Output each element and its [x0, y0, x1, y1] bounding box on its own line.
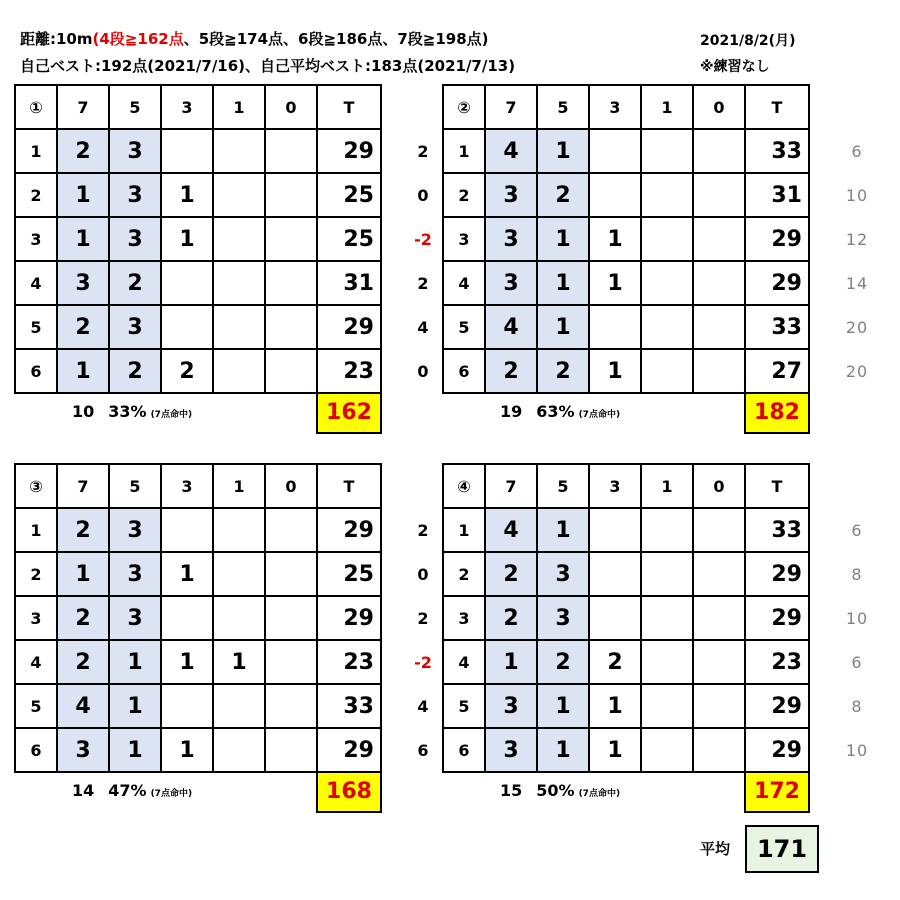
average-score-box: 171: [745, 825, 819, 873]
end-number: 4: [443, 261, 485, 305]
seven-hit-percent: 33%: [108, 402, 147, 421]
end-row: [15, 349, 381, 393]
end-row: [15, 129, 381, 173]
hit-count-cell: [213, 552, 265, 596]
end-number: 5: [443, 305, 485, 349]
column-header: 1: [213, 464, 265, 508]
hit-count-cell: 2: [161, 349, 213, 393]
column-header: 0: [265, 85, 317, 129]
hit-count-cell: 3: [109, 552, 161, 596]
end-row: [443, 684, 809, 728]
hit-count-cell: [213, 129, 265, 173]
hit-count-cell: 2: [537, 640, 589, 684]
rank-4dan-threshold: (4段≧162点: [92, 30, 184, 48]
seven-hit-percent: 47%: [108, 781, 147, 800]
end-total: 29: [317, 596, 381, 640]
hit-count-cell: [589, 552, 641, 596]
seven-hit-count: 15: [500, 781, 523, 800]
hit-count-cell: [641, 305, 693, 349]
end-row: [443, 640, 809, 684]
seven-hit-stats: [500, 781, 620, 800]
end-total: 29: [745, 596, 809, 640]
end-total: 25: [317, 552, 381, 596]
hit-count-cell: [265, 552, 317, 596]
end-number: 5: [15, 305, 57, 349]
end-number: 5: [15, 684, 57, 728]
hit-count-cell: 2: [589, 640, 641, 684]
hit-count-cell: [641, 596, 693, 640]
end-row: [15, 596, 381, 640]
hit-count-cell: 1: [537, 728, 589, 772]
column-header: 3: [589, 85, 641, 129]
hit-count-cell: [589, 305, 641, 349]
cumulative-value: 12: [845, 230, 869, 249]
cumulative-value: 6: [851, 142, 863, 161]
hit-count-cell: [693, 684, 745, 728]
end-number: 6: [15, 349, 57, 393]
hit-count-cell: 1: [161, 640, 213, 684]
end-total: 23: [745, 640, 809, 684]
end-total: 25: [317, 217, 381, 261]
hit-count-cell: [641, 728, 693, 772]
end-row: [15, 173, 381, 217]
score-diff: -2: [414, 230, 432, 249]
hit-count-cell: 1: [589, 728, 641, 772]
end-number: 5: [443, 684, 485, 728]
score-table-3: [14, 463, 382, 773]
end-total: 29: [317, 508, 381, 552]
hit-count-cell: 3: [109, 305, 161, 349]
hit-count-cell: [641, 261, 693, 305]
seven-hit-stats: [500, 402, 620, 421]
cumulative-value: 8: [851, 697, 863, 716]
hit-count-cell: [641, 217, 693, 261]
hit-count-cell: 1: [57, 349, 109, 393]
hit-count-cell: 2: [57, 508, 109, 552]
hit-count-cell: 4: [485, 305, 537, 349]
hit-count-cell: [589, 596, 641, 640]
score-diff: 4: [417, 697, 429, 716]
end-row: [443, 173, 809, 217]
end-total: 29: [317, 728, 381, 772]
score-diff: 2: [417, 274, 429, 293]
sheet-label: ④: [443, 464, 485, 508]
hit-count-cell: [265, 305, 317, 349]
hit-count-cell: [213, 596, 265, 640]
seven-hit-stats: [72, 402, 192, 421]
end-total: 29: [745, 684, 809, 728]
end-total: 29: [317, 129, 381, 173]
end-total: 33: [745, 508, 809, 552]
sheet-total-box: 162: [316, 392, 382, 434]
rank-thresholds: 、5段≧174点、6段≧186点、7段≧198点): [183, 30, 489, 48]
hit-count-cell: [693, 217, 745, 261]
end-row: [443, 728, 809, 772]
cumulative-value: 6: [851, 653, 863, 672]
end-number: 1: [443, 508, 485, 552]
column-header: 0: [265, 464, 317, 508]
score-diff: -2: [414, 653, 432, 672]
hit-count-cell: 1: [589, 349, 641, 393]
end-total: 29: [317, 305, 381, 349]
seven-hit-count: 10: [72, 402, 95, 421]
end-row: [15, 305, 381, 349]
personal-best-line: 自己ベスト:192点(2021/7/16)、自己平均ベスト:183点(2021/7/13): [20, 57, 516, 75]
hit-count-cell: [265, 728, 317, 772]
end-total: 27: [745, 349, 809, 393]
column-header: 7: [57, 85, 109, 129]
score-table-4: [442, 463, 810, 773]
score-diff: 4: [417, 318, 429, 337]
end-number: 2: [15, 552, 57, 596]
hit-count-cell: 3: [485, 173, 537, 217]
end-total: 29: [745, 552, 809, 596]
hit-count-cell: 1: [537, 261, 589, 305]
hit-count-cell: 2: [485, 552, 537, 596]
hit-count-cell: [213, 305, 265, 349]
score-diff: 0: [417, 362, 429, 381]
cumulative-value: 10: [845, 609, 869, 628]
column-header: 1: [213, 85, 265, 129]
hit-count-cell: 4: [485, 129, 537, 173]
score-diff: 2: [417, 521, 429, 540]
hit-count-cell: [213, 684, 265, 728]
hit-count-cell: 2: [57, 305, 109, 349]
hit-count-cell: [589, 173, 641, 217]
end-row: [15, 552, 381, 596]
end-number: 1: [15, 508, 57, 552]
hit-count-cell: 1: [109, 684, 161, 728]
hit-count-cell: [265, 261, 317, 305]
end-total: 31: [317, 261, 381, 305]
column-header: 3: [161, 85, 213, 129]
end-row: [15, 684, 381, 728]
hit-count-cell: 2: [57, 640, 109, 684]
average-label: 平均: [700, 840, 731, 858]
end-number: 2: [443, 552, 485, 596]
hit-count-cell: [693, 261, 745, 305]
column-header: 7: [485, 85, 537, 129]
seven-hit-stats: [72, 781, 192, 800]
seven-hit-percent: 50%: [536, 781, 575, 800]
distance-label: 距離:10m: [20, 30, 93, 48]
hit-count-cell: 1: [485, 640, 537, 684]
hit-count-cell: [265, 684, 317, 728]
hit-count-cell: 3: [109, 508, 161, 552]
end-row: [443, 217, 809, 261]
cumulative-value: 20: [845, 362, 869, 381]
hit-count-cell: [693, 728, 745, 772]
end-total: 23: [317, 349, 381, 393]
end-number: 4: [15, 640, 57, 684]
end-number: 6: [443, 728, 485, 772]
hit-count-cell: [161, 305, 213, 349]
hit-count-cell: 3: [57, 261, 109, 305]
hit-count-cell: [641, 349, 693, 393]
seven-hit-note: (7点命中): [150, 789, 193, 799]
end-number: 6: [443, 349, 485, 393]
hit-count-cell: 2: [109, 261, 161, 305]
sheet-label: ①: [15, 85, 57, 129]
cumulative-value: 20: [845, 318, 869, 337]
column-header: T: [317, 85, 381, 129]
score-table-1: [14, 84, 382, 394]
hit-count-cell: [693, 552, 745, 596]
sheet-total-box: 182: [744, 392, 810, 434]
hit-count-cell: [265, 508, 317, 552]
hit-count-cell: 3: [57, 728, 109, 772]
column-header: 7: [485, 464, 537, 508]
seven-hit-percent: 63%: [536, 402, 575, 421]
hit-count-cell: 1: [537, 684, 589, 728]
seven-hit-note: (7点命中): [578, 410, 621, 420]
end-row: [443, 552, 809, 596]
hit-count-cell: 1: [537, 217, 589, 261]
practice-note: ※練習なし: [700, 59, 770, 75]
score-diff: 2: [417, 609, 429, 628]
distance-rank-line: [20, 28, 489, 49]
end-row: [443, 129, 809, 173]
end-total: 23: [317, 640, 381, 684]
cumulative-value: 14: [845, 274, 869, 293]
seven-hit-note: (7点命中): [150, 410, 193, 420]
column-header: T: [745, 464, 809, 508]
column-header: 5: [109, 464, 161, 508]
hit-count-cell: [265, 349, 317, 393]
hit-count-cell: [641, 129, 693, 173]
seven-hit-note: (7点命中): [578, 789, 621, 799]
end-row: [443, 349, 809, 393]
column-header: 1: [641, 85, 693, 129]
hit-count-cell: [161, 129, 213, 173]
hit-count-cell: [693, 129, 745, 173]
hit-count-cell: 4: [485, 508, 537, 552]
hit-count-cell: [161, 596, 213, 640]
column-header: 3: [589, 464, 641, 508]
hit-count-cell: 3: [537, 596, 589, 640]
hit-count-cell: 1: [589, 684, 641, 728]
end-number: 2: [15, 173, 57, 217]
hit-count-cell: 1: [161, 552, 213, 596]
hit-count-cell: 3: [537, 552, 589, 596]
hit-count-cell: 3: [109, 596, 161, 640]
end-total: 29: [745, 728, 809, 772]
end-total: 29: [745, 261, 809, 305]
end-number: 4: [443, 640, 485, 684]
hit-count-cell: 2: [537, 349, 589, 393]
hit-count-cell: [213, 261, 265, 305]
hit-count-cell: 1: [57, 552, 109, 596]
column-header: 0: [693, 464, 745, 508]
column-header: 5: [109, 85, 161, 129]
hit-count-cell: [693, 640, 745, 684]
hit-count-cell: [265, 596, 317, 640]
end-total: 33: [745, 129, 809, 173]
hit-count-cell: [693, 305, 745, 349]
hit-count-cell: 3: [109, 217, 161, 261]
hit-count-cell: 1: [57, 217, 109, 261]
date-label: 2021/8/2(月): [700, 33, 796, 49]
column-header: T: [317, 464, 381, 508]
end-row: [443, 261, 809, 305]
column-header: 7: [57, 464, 109, 508]
end-row: [15, 261, 381, 305]
end-row: [443, 596, 809, 640]
hit-count-cell: [589, 508, 641, 552]
score-diff: 6: [417, 741, 429, 760]
hit-count-cell: [213, 217, 265, 261]
hit-count-cell: 1: [161, 173, 213, 217]
end-row: [15, 217, 381, 261]
hit-count-cell: [265, 129, 317, 173]
hit-count-cell: [213, 349, 265, 393]
hit-count-cell: [589, 129, 641, 173]
hit-count-cell: [265, 640, 317, 684]
hit-count-cell: [161, 261, 213, 305]
hit-count-cell: 1: [57, 173, 109, 217]
hit-count-cell: 2: [109, 349, 161, 393]
hit-count-cell: 1: [537, 129, 589, 173]
cumulative-value: 8: [851, 565, 863, 584]
end-total: 25: [317, 173, 381, 217]
end-total: 29: [745, 217, 809, 261]
column-header: 1: [641, 464, 693, 508]
seven-hit-count: 19: [500, 402, 523, 421]
column-header: 5: [537, 85, 589, 129]
hit-count-cell: 3: [109, 173, 161, 217]
sheet-total-box: 172: [744, 771, 810, 813]
hit-count-cell: [161, 508, 213, 552]
hit-count-cell: [161, 684, 213, 728]
end-row: [15, 640, 381, 684]
hit-count-cell: [641, 640, 693, 684]
score-diff: 0: [417, 565, 429, 584]
end-row: [443, 508, 809, 552]
hit-count-cell: [641, 508, 693, 552]
hit-count-cell: [641, 552, 693, 596]
hit-count-cell: 1: [589, 217, 641, 261]
end-row: [15, 728, 381, 772]
hit-count-cell: 1: [161, 217, 213, 261]
hit-count-cell: 3: [485, 684, 537, 728]
hit-count-cell: 2: [537, 173, 589, 217]
hit-count-cell: 1: [537, 508, 589, 552]
score-diff: 2: [417, 142, 429, 161]
hit-count-cell: [213, 728, 265, 772]
hit-count-cell: 1: [109, 728, 161, 772]
hit-count-cell: 3: [485, 728, 537, 772]
hit-count-cell: [693, 508, 745, 552]
hit-count-cell: [213, 508, 265, 552]
hit-count-cell: 1: [109, 640, 161, 684]
column-header: T: [745, 85, 809, 129]
hit-count-cell: [693, 596, 745, 640]
hit-count-cell: 3: [109, 129, 161, 173]
hit-count-cell: [641, 173, 693, 217]
hit-count-cell: 2: [485, 596, 537, 640]
sheet-label: ③: [15, 464, 57, 508]
hit-count-cell: [693, 349, 745, 393]
cumulative-value: 10: [845, 741, 869, 760]
score-diff: 0: [417, 186, 429, 205]
seven-hit-count: 14: [72, 781, 95, 800]
hit-count-cell: [641, 684, 693, 728]
sheet-total-box: 168: [316, 771, 382, 813]
end-number: 1: [443, 129, 485, 173]
column-header: 3: [161, 464, 213, 508]
hit-count-cell: 2: [57, 129, 109, 173]
column-header: 0: [693, 85, 745, 129]
hit-count-cell: 3: [485, 261, 537, 305]
cumulative-value: 6: [851, 521, 863, 540]
end-total: 33: [745, 305, 809, 349]
cumulative-value: 10: [845, 186, 869, 205]
sheet-label: ②: [443, 85, 485, 129]
end-number: 2: [443, 173, 485, 217]
hit-count-cell: 2: [485, 349, 537, 393]
end-row: [443, 305, 809, 349]
hit-count-cell: 1: [589, 261, 641, 305]
end-total: 33: [317, 684, 381, 728]
end-number: 4: [15, 261, 57, 305]
end-number: 3: [443, 596, 485, 640]
hit-count-cell: 4: [57, 684, 109, 728]
score-table-2: [442, 84, 810, 394]
hit-count-cell: 1: [537, 305, 589, 349]
hit-count-cell: [265, 217, 317, 261]
end-total: 31: [745, 173, 809, 217]
hit-count-cell: [213, 173, 265, 217]
column-header: 5: [537, 464, 589, 508]
end-number: 3: [443, 217, 485, 261]
hit-count-cell: [693, 173, 745, 217]
hit-count-cell: 1: [161, 728, 213, 772]
end-row: [15, 508, 381, 552]
hit-count-cell: 1: [213, 640, 265, 684]
hit-count-cell: [265, 173, 317, 217]
end-number: 6: [15, 728, 57, 772]
end-number: 3: [15, 217, 57, 261]
hit-count-cell: 3: [485, 217, 537, 261]
hit-count-cell: 2: [57, 596, 109, 640]
end-number: 1: [15, 129, 57, 173]
end-number: 3: [15, 596, 57, 640]
